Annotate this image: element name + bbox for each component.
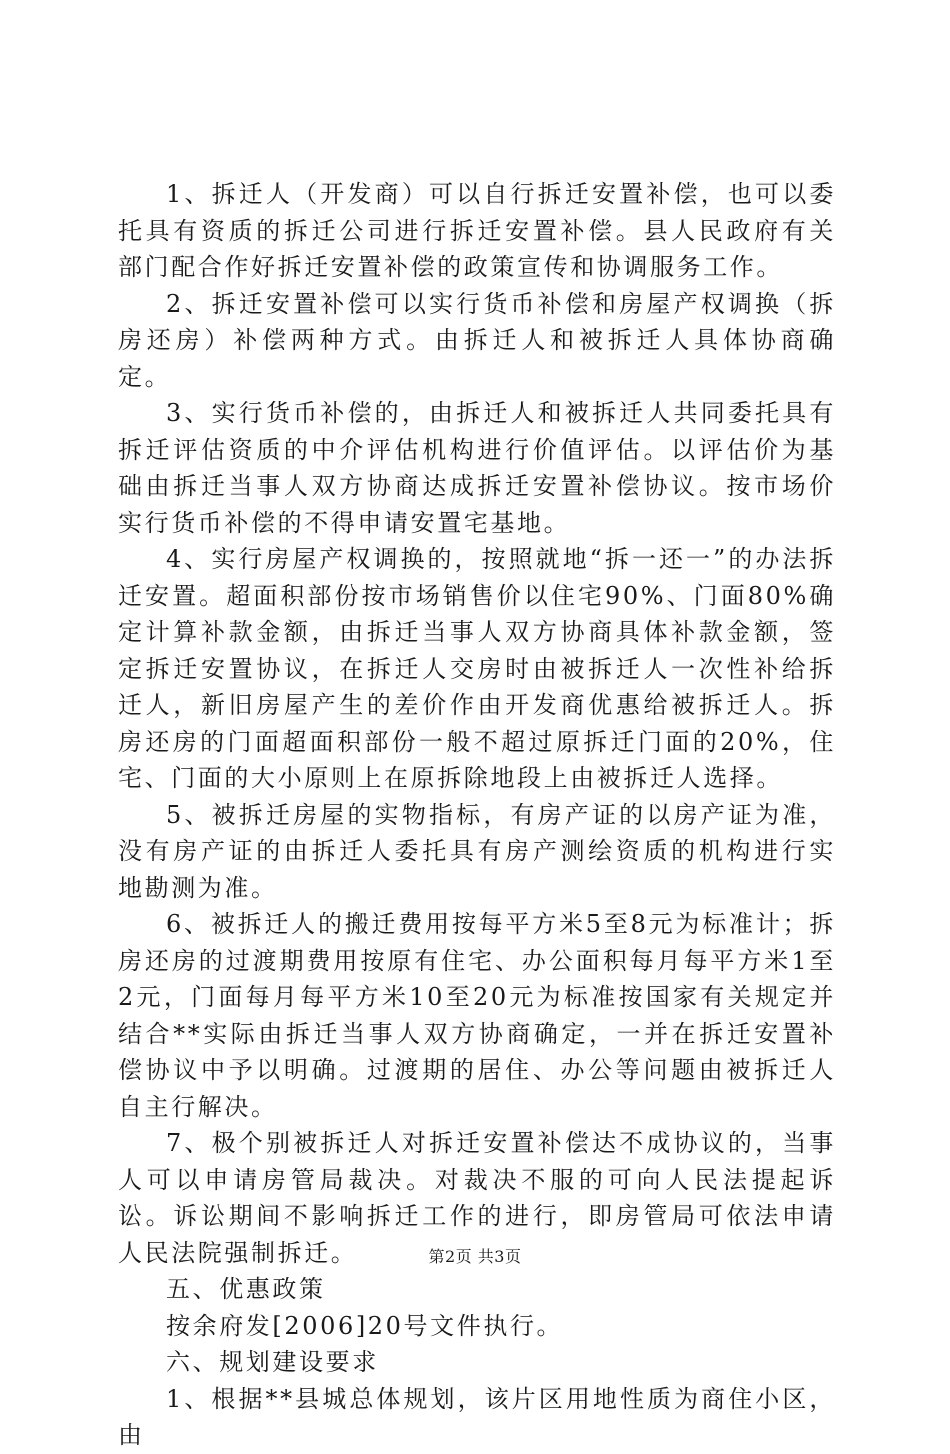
paragraph-7: 7、极个别被拆迁人对拆迁安置补偿达不成协议的，当事人可以申请房管局裁决。对裁决不服的可向人民法提起诉讼。诉讼期间不影响拆迁工作的进行，即房管局可依法申请人民法院强制拆迁。 bbox=[118, 1129, 836, 1267]
paragraph-3: 3、实行货币补偿的，由拆迁人和被拆迁人共同委托具有拆迁评估资质的中介评估机构进行价值评估。以评估价为基础由拆迁当事人双方协商达成拆迁安置补偿协议。按市场价实行货币补偿的不得申请安置宅基地。 bbox=[118, 399, 836, 537]
page-number-footer: 第2页 共3页 bbox=[428, 1247, 522, 1266]
paragraph-2: 2、拆迁安置补偿可以实行货币补偿和房屋产权调换（拆房还房）补偿两种方式。由拆迁人和被拆迁人具体协商确定。 bbox=[118, 289, 836, 391]
paragraph-1: 1、拆迁人（开发商）可以自行拆迁安置补偿，也可以委托具有资质的拆迁公司进行拆迁安置补偿。县人民政府有关部门配合作好拆迁安置补偿的政策宣传和协调服务工作。 bbox=[118, 180, 836, 281]
paragraph-5: 5、被拆迁房屋的实物指标，有房产证的以房产证为准，没有房产证的由拆迁人委托具有房产测绘资质的机构进行实地勘测为准。 bbox=[118, 800, 836, 902]
section-heading-preferential-policy: 五、优惠政策 bbox=[166, 1275, 326, 1303]
section-heading-planning-requirements: 六、规划建设要求 bbox=[166, 1348, 379, 1376]
paragraph-6: 6、被拆迁人的搬迁费用按每平方米5至8元为标准计；拆房还房的过渡期费用按原有住宅、办公面积每月每平方米1至2元，门面每月每平方米10至20元为标准按国家有关规定并结合**实际由拆迁当事人双方协商确定，一并在拆迁安置补偿协议中予以明确。过渡期的居住、办公等问题由被拆迁人自主行解决。 bbox=[118, 910, 836, 1121]
paragraph-planning-1: 1、根据**县城总体规划，该片区用地性质为商住小区，由 bbox=[118, 1384, 836, 1449]
paragraph-policy-document: 按余府发[2006]20号文件执行。 bbox=[166, 1311, 564, 1340]
paragraph-4: 4、实行房屋产权调换的，按照就地“拆一还一”的办法拆迁安置。超面积部份按市场销售价以住宅90%、门面80%确定计算补款金额，由拆迁当事人双方协商具体补款金额，签定拆迁安置协议，在拆迁人交房时由被拆迁人一次性补给拆迁人，新旧房屋产生的差价作由开发商优惠给被拆迁人。拆房还房的门面超面积部份一般不超过原拆迁门面的20%，住宅、门面的大小原则上在原拆除地段上由被拆迁人选择。 bbox=[118, 545, 836, 792]
